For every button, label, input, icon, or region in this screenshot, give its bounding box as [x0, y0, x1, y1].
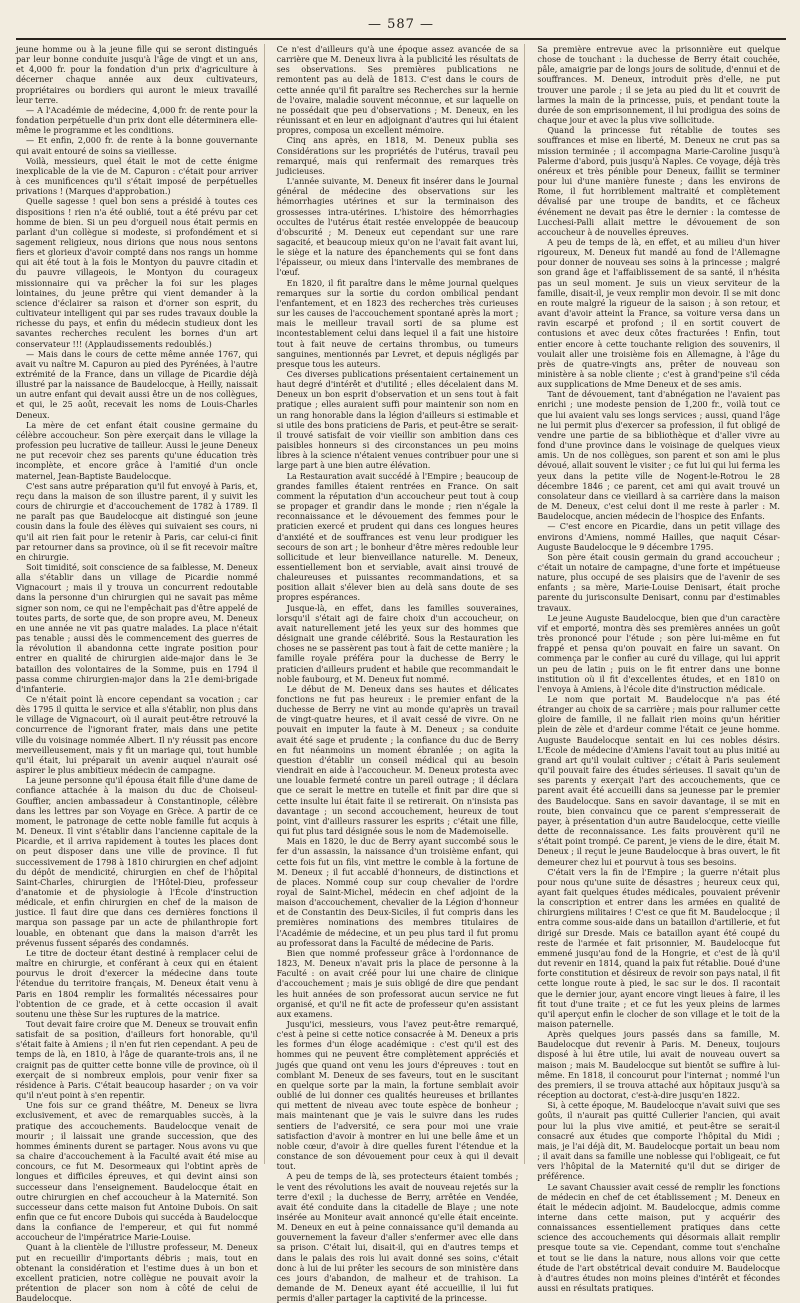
paragraph: La jeune personne qu'il épousa était fille d'une dame de confiance attachée à la maison du duc de Choiseul-Gouffier, ancien ambassadeur à Constantinople, célèbre dans les lettres par son Voyage en Grèce. A partir de ce moment, le patronage de cette noble famille fut acquis à M. Deneux. Il vint s'établir dans l'ancienne capitale de la Picardie, et il arriva rapidement à toutes les places dont on peut disposer dans une ville de province. Il fut successivement de 1798 à 1810 chirurgien en chef adjoint du dépôt de mendicité, chirurgien en chef de l'hôpital Saint-Charles, chirurgien de l'Hôtel-Dieu, professeur d'anatomie et de physiologie à l'École d'instruction médicale, et enfin chirurgien en chef de la maison de justice. Il faut dire que dans ces dernières fonctions il marqua son passage par un acte de philanthropie fort louable, en obtenant que dans la maison d'arrêt les prévenus fussent séparés des condamnés. — [16, 775, 258, 948]
paragraph: jeune homme ou à la jeune fille qui se seront distingués par leur bonne conduite jusqu'à l'âge de vingt et un ans, et 4,000 fr. pour la fondation d'un prix d'agriculture à décerner chaque année aux deux cultivateurs, propriétaires ou bordiers qui auront le mieux travaillé leur terre. — [16, 44, 258, 105]
paragraph: Le savant Chaussier avait cessé de remplir les fonctions de médecin en chef de cet établissement ; M. Deneux en était le médecin adjoint. M. Baudelocque, admis comme interne dans cette maison, put y acquérir des connaissances essentiellement pratiques dans cette science des accouchements qui désormais allait remplir presque toute sa vie. Cependant, comme tout s'enchaîne et tout se lie dans la nature, nous allons voir que cette étude de l'art obstétrical devait conduire M. Baudelocque à d'autres études non moins pleines d'intérêt et fécondes aussi en résultats pratiques. — [537, 1181, 780, 1294]
header-rule — [16, 38, 786, 40]
paragraph: Quant à la clientèle de l'illustre professeur, M. Deneux put en recueillir d'importants débris ; mais, tout en obtenant la considération et l'estime dues à un bon et excellent praticien, notre collègue ne pouvait avoir la prétention de placer son nom à côté de celui de Baudelocque. — [16, 1242, 258, 1303]
paragraph: En 1820, il fit paraître dans le même journal quelques remarques sur la sortie du cordon ombilical pendant l'enfantement, et en 1823 des recherches très curieuses sur les causes de l'accouchement spontané après la mort ; mais le meilleur travail sorti de sa plume est incontestablement celui dans lequel il a fait une histoire tout à fait neuve de certains thrombus, ou tumeurs sanguines, mentionnés par Levret, et depuis négligés par presque tous les auteurs. — [276, 277, 519, 369]
text-columns — [16, 44, 786, 1303]
paragraph: Bien que nommé professeur grâce à l'ordonnance de 1823, M. Deneux n'avait pris la place de personne à la Faculté : on avait créé pour lui une chaire de clinique d'accouchement ; mais je suis obligé de dire que pendant les huit années de son professorat aucun service ne fut organisé, et qu'il ne fit acte de professeur qu'en assistant aux examens. — [276, 947, 519, 1019]
paragraph: A peu de temps de là, en effet, et au milieu d'un hiver rigoureux, M. Deneux fut mandé au fond de l'Allemagne pour donner de nouveau ses soins à la princesse ; malgré son grand âge et l'affaiblissement de sa santé, il n'hésita pas un seul moment. Je suis un vieux serviteur de la famille, disait-il, je veux remplir mon devoir. Il se mit donc en route malgré la rigueur de la saison ; à son retour, et avant d'avoir atteint la France, sa voiture versa dans un ravin escarpé et profond ; il en sortit couvert de contusions et avec deux côtes fracturées ! Enfin, tout entier encore à cette touchante religion des souvenirs, il voulait aller une troisième fois en Allemagne, à l'âge du près de quatre-vingts ans, prêter de nouveau son ministère à sa noble cliente ; c'est à grand'peine s'il céda aux supplications de Mme Deneux et de ses amis. — [537, 236, 780, 390]
paragraph: Le titre de docteur étant destiné à remplacer celui de maître en chirurgie, et conférant à ceux qui en étaient pourvus le droit d'exercer la médecine dans toute l'étendue du territoire français, M. Deneux était venu à Paris en 1804 remplir les formalités nécessaires pour l'obtention de ce grade, et à cette occasion il avait soutenu une thèse Sur les ruptures de la matrice. — [16, 947, 258, 1019]
paragraph: Quand la princesse fut rétablie de toutes ses souffrances et mise en liberté, M. Deneux ne crut pas sa mission terminée ; il accompagna Marie-Caroline jusqu'à Palerme d'abord, puis jusqu'à Naples. Ce voyage, déjà très onéreux et très pénible pour Deneux, faillit se terminer pour lui d'une manière funeste ; dans les environs de Rome, il fut horriblement maltraité et complètement dévalisé par une troupe de bandits, et ce fâcheux événement ne devait pas être le dernier : la comtesse de Lucchesi-Palli allait mettre le dévouement de son accoucheur à de nouvelles épreuves. — [537, 125, 780, 237]
column-middle — [276, 44, 526, 1303]
paragraph: — A l'Académie de médecine, 4,000 fr. de rente pour la fondation perpétuelle d'un prix dont elle déterminera elle-même le programme et les conditions. — [16, 104, 258, 136]
paragraph: La Restauration avait succédé à l'Empire ; beaucoup de grandes familles étaient rentrées en France. On sait comment la réputation d'un accoucheur peut tout à coup se propager et grandir dans le monde ; rien n'égale la reconnaissance et le dévouement des femmes pour le praticien exercé et prudent qui dans ces longues heures d'anxiété et de souffrances est venu leur prodiguer les secours de son art ; le bonheur d'être mères redouble leur sollicitude et leur bienveillance naturelle. M. Deneux, essentiellement bon et serviable, avait ainsi trouvé de chaleureuses et puissantes recommandations, et sa position allait s'élever bien au delà sans doute de ses propres espérances. — [276, 470, 519, 603]
paragraph: Une fois sur ce grand théâtre, M. Deneux se livra exclusivement, et avec de remarquables succès, à la pratique des accouchements. Baudelocque venait de mourir ; il laissait une grande succession, que des hommes éminents durent se partager. Nous avons vu que sa chaire d'accouchement à la Faculté avait été mise au concours, ce fut M. Desormeaux qui l'obtint après de longues et difficiles épreuves, et qui devint ainsi son successeur dans l'enseignement. Baudelocque était en outre chirurgien en chef accoucheur à la Maternité. Son successeur dans cette maison fut Antoine Dubois. On sait enfin que ce fut encore Dubois qui succéda à Baudelocque dans la confiance de l'empereur, et qui fut nommé accoucheur de l'impératrice Marie-Louise. — [16, 1100, 258, 1243]
paragraph: — Et enfin, 2,000 fr. de rente à la bonne gouvernante qui avait entouré de soins sa vieillesse. — [16, 135, 258, 156]
paragraph: Le début de M. Deneux dans ses hautes et délicates fonctions ne fut pas heureux : le premier enfant de la duchesse de Berry ne vint au monde qu'après un travail de vingt-quatre heures, et il avait cessé de vivre. On ne pouvait en imputer la faute à M. Deneux ; sa conduite avait été sage et prudente ; la confiance du duc de Berry en fut néanmoins un moment ébranlée ; on agita la question d'établir un conseil médical qui au besoin viendrait en aide à l'accoucheur. M. Deneux protesta avec une louable fermeté contre un pareil outrage ; il déclara que ce serait le mettre en tutelle et finit par dire que si cette insulte lui était faite il se retirerait. On n'insista pas davantage ; un second accouchement, heureux de tout point, vint d'ailleurs rassurer les esprits ; c'était une fille, qui fut plus tard désignée sous le nom de Mademoiselle. — [276, 683, 519, 837]
paragraph: Après quelques jours passés dans sa famille, M. Baudelocque dut revenir à Paris. M. Deneux, toujours disposé à lui être utile, lui avait de nouveau ouvert sa maison ; mais M. Baudelocque sut bientôt se suffire à lui-même. En 1818, il concourut pour l'internat ; nommé l'un des premiers, il se trouva attaché aux hôpitaux jusqu'à sa réception au doctorat, c'est-à-dire jusqu'en 1822. — [537, 1029, 780, 1101]
paragraph: Jusqu'ici, messieurs, vous l'avez peut-être remarqué, c'est à peine si cette notice consacrée à M. Deneux a pris les formes d'un éloge académique : c'est qu'il est des hommes qui ne peuvent être complètement appréciés et jugés que quand ont venu les jours d'épreuves : tout en comblant M. Deneux de ses faveurs, tout en le suscitant en quelque sorte par la main, la fortune semblait avoir oublié de lui donner ces qualités heureuses et brillantes qui mettent de niveau avec toute espèce de bonheur ; mais maintenant que je vais le suivre dans les rudes sentiers de l'adversité, ce sera pour moi une vraie satisfaction d'avoir à montrer en lui une belle âme et un noble cœur, d'avoir à dire quelles furent l'étendue et la constance de son dévouement pour ceux à qui il devait tout. — [276, 1019, 519, 1172]
column-left — [16, 44, 265, 1303]
paragraph: Cinq ans après, en 1818, M. Deneux publia ses Considérations sur les propriétés de l'utérus, travail peu remarqué, mais qui renfermait des remarques très judicieuses. — [276, 135, 519, 176]
paragraph: Son père était cousin germain du grand accoucheur ; c'était un notaire de campagne, d'une forte et impétueuse nature, plus occupé de ses plaisirs que de l'avenir de ses enfants ; sa mère, Marie-Louise Denisart, était proche parente du jurisconsulte Denisart, connu par d'estimables travaux. — [537, 551, 780, 613]
paragraph: — C'est encore en Picardie, dans un petit village des environs d'Amiens, nommé Hailles, que naquit César-Auguste Baudelocque le 9 décembre 1795. — [537, 521, 780, 552]
paragraph: Ce n'est d'ailleurs qu'à une époque assez avancée de sa carrière que M. Deneux livra à la publicité les résultats de ses observations. Ses premières publications ne remontent pas au delà de 1813. C'est dans le cours de cette année qu'il fit paraître ses Recherches sur la hernie de l'ovaire, maladie souvent méconnue, et sur laquelle on ne possédait que peu d'observations ; M. Deneux, en les réunissant et en leur en adjoignant d'autres qui lui étaient propres, composa un excellent mémoire. — [276, 44, 519, 136]
paragraph: — Mais dans le cours de cette même année 1767, qui avait vu naître M. Capuron au pied des Pyrénées, à l'autre extrémité de la France, dans un village de Picardie déjà illustré par la naissance de Baudelocque, à Heilly, naissait un autre enfant qui devait aussi être un de nos collègues, et qui, le 25 août, recevait les noms de Louis-Charles Deneux. — [16, 348, 258, 420]
column-right — [537, 44, 786, 1294]
paragraph: Ces diverses publications présentaient certainement un haut degré d'intérêt et d'utilité ; elles décelaient dans M. Deneux un bon esprit d'observation et un sens tout à fait pratique ; elles auraient suffi pour maintenir son nom en un rang honorable dans la légion d'ailleurs si estimable et si utile des bons praticiens de Paris, et peut-être se serait-il trouvé satisfait de voir vieillir son ambition dans ces paisibles honneurs si des circonstances un peu moins libres à la science n'étaient venues contribuer pour une si large part à une bien autre élévation. — [276, 369, 519, 471]
paragraph: La mère de cet enfant était cousine germaine du célèbre accoucheur. Son père exerçait dans le village la profession peu lucrative de tailleur. Aussi le jeune Deneux ne put recevoir chez ses parents qu'une éducation très incomplète, et encore grâce à l'amitié d'un oncle maternel, Jean-Baptiste Baudelocque. — [16, 419, 258, 481]
paragraph: Ce n'était point là encore cependant sa vocation ; car dès 1795 il quitta le service et alla s'établir, non plus dans le village de Vignacourt, où il aurait peut-être retrouvé la concurrence de l'ignorant frater, mais dans une petite ville du voisinage nommée Albert. Il n'y réussit pas encore merveilleusement, mais y fit un mariage qui, tout humble qu'il était, lui préparait un avenir auquel n'aurait osé aspirer le plus ambitieux médecin de campagne. — [16, 694, 258, 776]
paragraph: L'année suivante, M. Deneux fit insérer dans le Journal général de médecine des observations sur les hémorrhagies utérines et sur la terminaison des grossesses intra-utérines. L'histoire des hémorrhagies occultes de l'utérus était restée enveloppée de beaucoup d'obscurité ; M. Deneux eut cependant sur une rare sagacité, et beaucoup mieux qu'on ne l'avait fait avant lui, le siège et la nature des épanchements qui se font dans l'épaisseur, ou mieux dans l'intervalle des membranes de l'œuf. — [276, 176, 519, 278]
journal-page — [16, 14, 786, 1303]
paragraph: C'était vers la fin de l'Empire ; la guerre n'était plus pour nous qu'une suite de désastres ; heureux ceux qui, ayant fait quelques études médicales, pouvaient prévenir la conscription et entrer dans les armées en qualité de chirurgiens militaires ! C'est ce que fit M. Baudelocque ; il entra comme sous-aide dans un bataillon d'artillerie, et fut dirigé sur Dresde. Mais ce bataillon ayant été coupé du reste de l'armée et fait prisonnier, M. Baudelocque fut emmené jusqu'au fond de la Hongrie, et c'est de là qu'il dut revenir en 1814, quand la paix fut rétablie. Doué d'une forte constitution et désireux de revoir son pays natal, il fit cette longue route à pied, le sac sur le dos. Il racontait que le dernier jour, ayant encore vingt lieues à faire, il les fit tout d'une traite ; et ce fut les yeux pleins de larmes qu'il aperçut enfin le clocher de son village et le toit de la maison paternelle. — [537, 866, 780, 1029]
paragraph: A peu de temps de là, ses protecteurs étaient tombés ; le vent des révolutions les avait de nouveau rejetés sur la terre d'exil ; la duchesse de Berry, arrêtée en Vendée, avait été conduite dans la citadelle de Blaye ; une note insérée au Moniteur avait annoncé qu'elle était enceinte. M. Deneux en eut à peine connaissance qu'il demanda au gouvernement la faveur d'aller s'enfermer avec elle dans sa prison. C'était lui, disait-il, qui en d'autres temps et dans le palais des rois lui avait donné ses soins, c'était donc à lui de lui prêter les secours de son ministère dans ces jours d'abandon, de malheur et de trahison. La demande de M. Deneux ayant été accueillie, il lui fut permis d'aller partager la captivité de la princesse. — [276, 1171, 519, 1303]
paragraph: Tout devait faire croire que M. Deneux se trouvait enfin satisfait de sa position, d'ailleurs fort honorable, qu'il s'était faite à Amiens ; il n'en fut rien cependant. A peu de temps de là, en 1810, à l'âge de quarante-trois ans, il ne craignit pas de quitter cette bonne ville de province, où il exerçait de si nombreux emplois, pour venir fixer sa résidence à Paris. C'était beaucoup hasarder ; on va voir qu'il n'eut point à s'en repentir. — [16, 1019, 258, 1101]
paragraph: Quelle sagesse ! quel bon sens a présidé à toutes ces dispositions ! rien n'a été oublié, tout a été prévu par cet homme de bien. Si un peu d'orgueil nous était permis en parlant d'un collègue si modeste, si profondément et si sagement religieux, nous dirions que nous nous sentons fiers et glorieux d'avoir compté dans nos rangs un homme qui ait été tout à la fois le Montyon du pauvre citadin et du pauvre villageois, le Montyon du courageux missionnaire qui va prêcher la foi sur les plages lointaines, du jeune prêtre qui vient demander à la science d'éclairer sa raison et d'orner son esprit, du cultivateur intelligent qui par ses rudes travaux double la richesse du pays, et enfin du médecin studieux dont les savantes recherches reculent les bornes d'un art conservateur !!! (Applaudissements redoublés.) — [16, 196, 258, 349]
page-number: — 587 — — [367, 17, 435, 32]
paragraph: Le nom que portait M. Baudelocque n'a pas été étranger au choix de sa carrière ; mais pour rallumer cette gloire de famille, il ne fallait rien moins qu'un héritier plein de zèle et d'ardeur comme l'était ce jeune homme. Auguste Baudelocque sentait en lui ces nobles désirs. L'École de médecine d'Amiens l'avait tout au plus initié au grand art qu'il voulait cultiver ; c'était à Paris seulement qu'il pouvait faire des études sérieuses. Il savait qu'un de ses parents y exerçait l'art des accouchements, que ce parent avait été accueilli dans sa jeunesse par le premier des Baudelocque. Sans en savoir davantage, il se mit en route, bien convaincu que ce parent s'empresserait de payer, à présentation d'un autre Baudelocque, cette vieille dette de reconnaissance. Les faits prouvèrent qu'il ne s'était point trompé. Ce parent, je viens de le dire, était M. Deneux ; il reçut le jeune Baudelocque à bras ouvert, le fit demeurer chez lui et pourvut à tous ses besoins. — [537, 694, 780, 867]
paragraph: Mais en 1820, le duc de Berry ayant succombé sous le fer d'un assassin, la naissance d'un troisième enfant, qui cette fois fut un fils, vint mettre le comble à la fortune de M. Deneux ; il fut accablé d'honneurs, de distinctions et de places. Nommé coup sur coup chevalier de l'ordre royal de Saint-Michel, médecin en chef adjoint de la maison d'accouchement, chevalier de la Légion d'honneur et de Constantin des Deux-Siciles, il fut compris dans les premières nominations des membres titulaires de l'Académie de médecine, et un peu plus tard il fut promu au professorat dans la Faculté de médecine de Paris. — [276, 836, 519, 948]
paragraph: C'est sans autre préparation qu'il fut envoyé à Paris, et, reçu dans la maison de son illustre parent, il y suivit les cours de chirurgie et d'accouchement de 1782 à 1789. Il ne paraît pas que Baudelocque ait distingué son jeune cousin dans la foule des élèves qui suivaient ses cours, ni qu'il ait rien fait pour le retenir à Paris, car celui-ci finit par retourner dans sa province, où il se fit recevoir maître en chirurgie. — [16, 480, 258, 562]
paragraph: Si, à cette époque, M. Baudelocque n'avait suivi que ses goûts, il n'aurait pas quitté Cullerier l'ancien, qui avait pour lui la plus vive amitié, et peut-être se serait-il consacré aux études que comporte l'hôpital du Midi ; mais, je l'ai déjà dit, M. Baudelocque portait un beau nom ; il avait dans sa famille une noblesse qui l'obligeait, ce fut vers l'hôpital de la Maternité qu'il dut se diriger de préférence. — [537, 1100, 780, 1182]
paragraph: Jusque-là, en effet, dans les familles souveraines, lorsqu'il s'était agi de faire choix d'un accoucheur, on avait naturellement jeté les yeux sur des hommes que désignait une grande célébrité. Sous la Restauration les choses ne se passèrent pas tout à fait de cette manière ; la famille royale préféra pour la duchesse de Berry le praticien d'ailleurs prudent et habile que recommandait le noble faubourg, et M. Deneux fut nommé. — [276, 602, 519, 684]
paragraph: Tant de dévouement, tant d'abnégation ne l'avaient pas enrichi ; une modeste pension de 1,200 fr., voilà tout ce que lui avaient valu ses longs services ; aussi, quand l'âge ne lui permit plus d'exercer sa profession, il fut obligé de vendre une partie de sa bibliothèque et d'aller vivre au fond d'une province dans le voisinage de quelques vieux amis. Un de nos collègues, son parent et son ami le plus dévoué, allait souvent le visiter ; ce fut lui qui lui ferma les yeux dans la petite ville de Nogent-le-Rotrou le 28 décembre 1846 ; ce parent, cet ami qui avait trouvé un consolateur dans ce vieillard à sa carrière dans la maison de M. Deneux, c'est celui dont il me reste à parler : M. Baudelocque, ancien médecin de l'hospice des Enfants. — [537, 389, 780, 522]
paragraph: Sa première entrevue avec la prisonnière eut quelque chose de touchant : la duchesse de Berry était couchée, pâle, amaigrie par de longs jours de solitude, d'ennui et de souffrances. M. Deneux, introduit près d'elle, ne put trouver une parole ; il se jeta au pied du lit et couvrit de larmes la main de la princesse, puis, et pendant toute la durée de son emprisonnement, il lui prodigua des soins de chaque jour et avec la plus vive sollicitude. — [537, 44, 780, 126]
paragraph: Le jeune Auguste Baudelocque, bien que d'un caractère vif et emporté, montra dès ses premières années un goût très prononcé pour l'étude ; son père lui-même en fut frappé et pensa qu'on pouvait en faire un savant. On commença par le confier au curé du village, qui lui apprit un peu de latin ; puis on le fit entrer dans une bonne institution où il fit d'excellentes études, et en 1810 on l'envoya à Amiens, à l'école dite d'instruction médicale. — [537, 612, 780, 694]
paragraph: Soit timidité, soit conscience de sa faiblesse, M. Deneux alla s'établir dans un village de Picardie nommé Vignacourt ; mais il y trouva un concurrent redoutable dans la personne d'un chirurgien qui ne savait pas même signer son nom, ce qui ne l'empêchait pas d'être appelé de toutes parts, de sorte que, de son propre aveu, M. Deneux en une année ne vit pas quatre malades. La place n'était pas tenable ; aussi dès le commencement des guerres de la révolution il abandonna cette ingrate position pour entrer en qualité de chirurgien aide-major dans le 3e bataillon des volontaires de la Somme, puis en 1794 il passa comme chirurgien-major dans la 21e demi-brigade d'infanterie. — [16, 561, 258, 694]
paragraph: Voilà, messieurs, quel était le mot de cette énigme inexplicable de la vie de M. Capuron : c'était pour arriver à ces munificences qu'il s'était imposé de perpétuelles privations ! (Marques d'approbation.) — [16, 155, 258, 197]
